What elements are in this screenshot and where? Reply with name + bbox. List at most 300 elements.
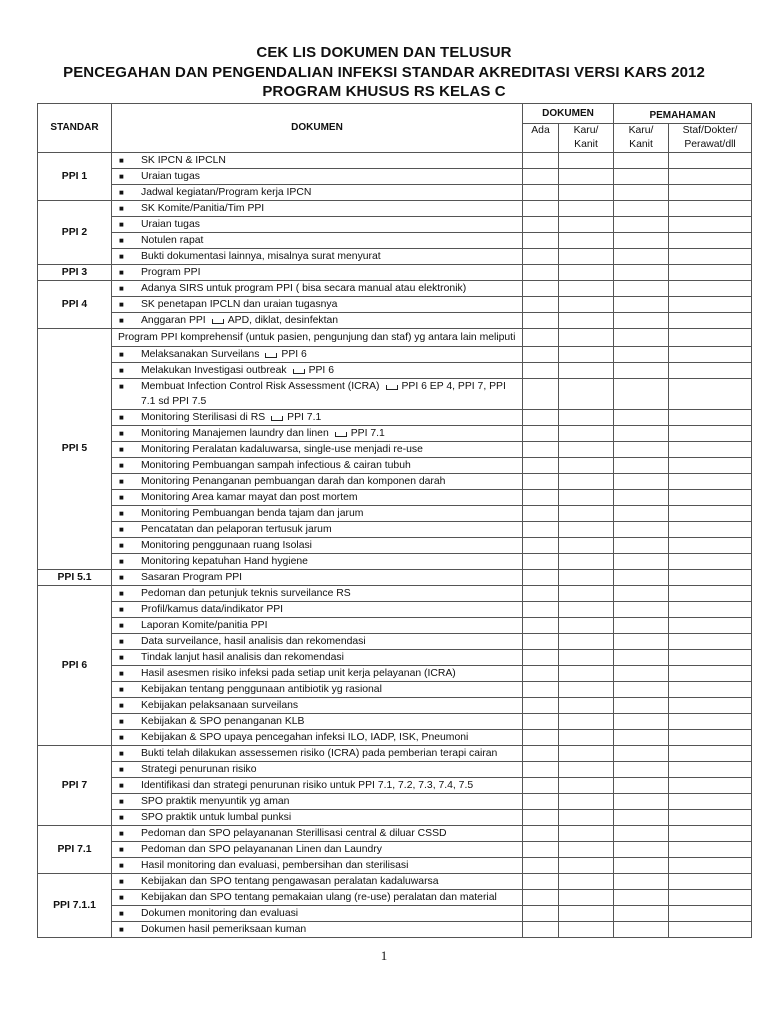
checkbox-pemahaman-karu-kanit[interactable] — [614, 442, 669, 458]
checkbox-pemahaman-karu-kanit[interactable] — [614, 650, 669, 666]
square-bullet-icon: ■ — [119, 813, 124, 822]
checkbox-pemahaman-staf[interactable] — [669, 842, 752, 858]
page-number: 1 — [380, 948, 388, 963]
checkbox-dokumen-karu-kanit[interactable] — [559, 554, 614, 570]
table-row — [38, 347, 752, 363]
document-item — [112, 410, 523, 426]
checkbox-pemahaman-staf[interactable] — [669, 506, 752, 522]
checkbox-dokumen-ada[interactable] — [523, 201, 559, 217]
checkbox-dokumen-ada[interactable] — [523, 363, 559, 379]
table-row — [38, 329, 752, 347]
document-item — [112, 265, 523, 281]
checkbox-pemahaman-karu-kanit[interactable] — [614, 714, 669, 730]
table-row — [38, 153, 752, 169]
checkbox-dokumen-karu-kanit[interactable] — [559, 490, 614, 506]
checkbox-dokumen-karu-kanit[interactable] — [559, 618, 614, 634]
checkbox-dokumen-karu-kanit[interactable] — [559, 153, 614, 169]
checkbox-pemahaman-karu-kanit[interactable] — [614, 826, 669, 842]
document-item — [112, 922, 523, 938]
document-item — [112, 634, 523, 650]
checkbox-dokumen-ada[interactable] — [523, 602, 559, 618]
checkbox-dokumen-karu-kanit[interactable] — [559, 778, 614, 794]
header-dokumen: DOKUMEN — [112, 104, 523, 153]
checkbox-pemahaman-staf[interactable] — [669, 874, 752, 890]
checkbox-pemahaman-karu-kanit[interactable] — [614, 474, 669, 490]
checkbox-dokumen-karu-kanit[interactable] — [559, 810, 614, 826]
checkbox-pemahaman-karu-kanit[interactable] — [614, 265, 669, 281]
checkbox-dokumen-karu-kanit[interactable] — [559, 666, 614, 682]
checkbox-pemahaman-karu-kanit[interactable] — [614, 634, 669, 650]
checkbox-dokumen-ada[interactable] — [523, 842, 559, 858]
checkbox-pemahaman-karu-kanit[interactable] — [614, 538, 669, 554]
checkbox-dokumen-ada[interactable] — [523, 169, 559, 185]
checkbox-dokumen-karu-kanit[interactable] — [559, 347, 614, 363]
checkbox-pemahaman-karu-kanit[interactable] — [614, 778, 669, 794]
item-text: Sasaran Program PPI — [141, 572, 243, 583]
square-bullet-icon: ■ — [119, 749, 124, 758]
table-row — [38, 265, 752, 281]
square-bullet-icon: ■ — [119, 893, 124, 902]
checkbox-dokumen-karu-kanit[interactable] — [559, 249, 614, 265]
document-item — [112, 778, 523, 794]
checkbox-dokumen-ada[interactable] — [523, 474, 559, 490]
checkbox-pemahaman-karu-kanit[interactable] — [614, 618, 669, 634]
square-bullet-icon: ■ — [119, 653, 124, 662]
item-reference: PPI 7.1 — [350, 428, 385, 439]
item-text: Melaksanakan Surveilans — [141, 349, 260, 360]
checkbox-dokumen-karu-kanit[interactable] — [559, 762, 614, 778]
checkbox-dokumen-ada[interactable] — [523, 538, 559, 554]
checkbox-pemahaman-staf[interactable] — [669, 201, 752, 217]
item-text: Monitoring Sterilisasi di RS — [141, 412, 266, 423]
checkbox-dokumen-karu-kanit[interactable] — [559, 474, 614, 490]
checkbox-pemahaman-staf[interactable] — [669, 634, 752, 650]
checkbox-dokumen-ada[interactable] — [523, 634, 559, 650]
document-item — [112, 249, 523, 265]
checkbox-dokumen-karu-kanit[interactable] — [559, 522, 614, 538]
square-bullet-icon: ■ — [119, 573, 124, 582]
item-reference: PPI 6 EP 4, PPI 7, PPI 7.1 sd PPI 7.5 — [141, 381, 506, 407]
checkbox-pemahaman-staf[interactable] — [669, 379, 752, 410]
checkbox-pemahaman-staf[interactable] — [669, 922, 752, 938]
checkbox-dokumen-karu-kanit[interactable] — [559, 329, 614, 347]
checkbox-dokumen-karu-kanit[interactable] — [559, 265, 614, 281]
checkbox-dokumen-ada[interactable] — [523, 442, 559, 458]
checkbox-pemahaman-staf[interactable] — [669, 698, 752, 714]
checkbox-dokumen-ada[interactable] — [523, 522, 559, 538]
checkbox-pemahaman-karu-kanit[interactable] — [614, 281, 669, 297]
arrow-right-icon — [265, 353, 277, 358]
document-item — [112, 906, 523, 922]
document-item — [112, 474, 523, 490]
checkbox-pemahaman-staf[interactable] — [669, 746, 752, 762]
document-item — [112, 618, 523, 634]
checkbox-pemahaman-staf[interactable] — [669, 778, 752, 794]
checkbox-dokumen-ada[interactable] — [523, 922, 559, 938]
checkbox-pemahaman-staf[interactable] — [669, 153, 752, 169]
table-row — [38, 217, 752, 233]
checkbox-dokumen-ada[interactable] — [523, 297, 559, 313]
checkbox-dokumen-ada[interactable] — [523, 313, 559, 329]
checkbox-dokumen-ada[interactable] — [523, 906, 559, 922]
table-row — [38, 570, 752, 586]
checkbox-pemahaman-karu-kanit[interactable] — [614, 506, 669, 522]
table-row — [38, 233, 752, 249]
checkbox-pemahaman-karu-kanit[interactable] — [614, 329, 669, 347]
checkbox-dokumen-karu-kanit[interactable] — [559, 185, 614, 201]
checkbox-pemahaman-karu-kanit[interactable] — [614, 874, 669, 890]
document-item — [112, 810, 523, 826]
checkbox-pemahaman-staf[interactable] — [669, 442, 752, 458]
item-text: Monitoring Pembuangan sampah infectious & cairan tubuh — [141, 460, 411, 471]
square-bullet-icon: ■ — [119, 350, 124, 359]
square-bullet-icon: ■ — [119, 541, 124, 550]
checkbox-dokumen-karu-kanit[interactable] — [559, 826, 614, 842]
checkbox-dokumen-ada[interactable] — [523, 153, 559, 169]
checkbox-pemahaman-staf[interactable] — [669, 363, 752, 379]
checkbox-dokumen-ada[interactable] — [523, 762, 559, 778]
checkbox-pemahaman-staf[interactable] — [669, 906, 752, 922]
item-text: Bukti telah dilakukan assessemen risiko (ICRA) pada pemberian terapi cairan — [141, 748, 498, 759]
document-item — [112, 281, 523, 297]
checkbox-dokumen-ada[interactable] — [523, 249, 559, 265]
checkbox-dokumen-karu-kanit[interactable] — [559, 794, 614, 810]
checkbox-dokumen-karu-kanit[interactable] — [559, 410, 614, 426]
checkbox-pemahaman-karu-kanit[interactable] — [614, 890, 669, 906]
document-item — [112, 490, 523, 506]
checkbox-pemahaman-staf[interactable] — [669, 265, 752, 281]
checkbox-pemahaman-staf[interactable] — [669, 810, 752, 826]
checkbox-pemahaman-staf[interactable] — [669, 762, 752, 778]
checkbox-dokumen-ada[interactable] — [523, 265, 559, 281]
table-row — [38, 249, 752, 265]
checkbox-pemahaman-staf[interactable] — [669, 233, 752, 249]
checkbox-pemahaman-karu-kanit[interactable] — [614, 426, 669, 442]
item-text: Pedoman dan SPO pelayananan Sterillisasi central & diluar CSSD — [141, 828, 447, 839]
checkbox-dokumen-karu-kanit[interactable] — [559, 570, 614, 586]
table-row — [38, 682, 752, 698]
checkbox-dokumen-karu-kanit[interactable] — [559, 233, 614, 249]
checkbox-pemahaman-karu-kanit[interactable] — [614, 842, 669, 858]
checkbox-pemahaman-karu-kanit[interactable] — [614, 490, 669, 506]
document-item — [112, 233, 523, 249]
checkbox-pemahaman-karu-kanit[interactable] — [614, 313, 669, 329]
square-bullet-icon: ■ — [119, 204, 124, 213]
square-bullet-icon: ■ — [119, 366, 124, 375]
checkbox-pemahaman-staf[interactable] — [669, 730, 752, 746]
checkbox-pemahaman-staf[interactable] — [669, 650, 752, 666]
table-row — [38, 442, 752, 458]
checkbox-dokumen-ada[interactable] — [523, 570, 559, 586]
checkbox-pemahaman-karu-kanit[interactable] — [614, 810, 669, 826]
standard-cell: PPI 1 — [38, 153, 112, 201]
checkbox-dokumen-karu-kanit[interactable] — [559, 842, 614, 858]
item-text: Laporan Komite/panitia PPI — [141, 620, 268, 631]
checkbox-dokumen-karu-kanit[interactable] — [559, 714, 614, 730]
checkbox-pemahaman-karu-kanit[interactable] — [614, 201, 669, 217]
table-row — [38, 458, 752, 474]
square-bullet-icon: ■ — [119, 845, 124, 854]
square-bullet-icon: ■ — [119, 781, 124, 790]
document-item — [112, 650, 523, 666]
checkbox-dokumen-ada[interactable] — [523, 281, 559, 297]
checkbox-pemahaman-karu-kanit[interactable] — [614, 297, 669, 313]
checkbox-dokumen-ada[interactable] — [523, 329, 559, 347]
square-bullet-icon: ■ — [119, 252, 124, 261]
checkbox-dokumen-karu-kanit[interactable] — [559, 698, 614, 714]
document-title-line-2: PENCEGAHAN DAN PENGENDALIAN INFEKSI STANDAR AKREDITASI VERSI KARS 2012 — [63, 64, 705, 81]
checkbox-pemahaman-karu-kanit[interactable] — [614, 185, 669, 201]
table-row — [38, 522, 752, 538]
checkbox-dokumen-karu-kanit[interactable] — [559, 538, 614, 554]
checkbox-pemahaman-karu-kanit[interactable] — [614, 922, 669, 938]
checkbox-pemahaman-staf[interactable] — [669, 618, 752, 634]
square-bullet-icon: ■ — [119, 829, 124, 838]
checkbox-pemahaman-staf[interactable] — [669, 474, 752, 490]
checkbox-pemahaman-karu-kanit[interactable] — [614, 698, 669, 714]
square-bullet-icon: ■ — [119, 909, 124, 918]
checkbox-dokumen-ada[interactable] — [523, 185, 559, 201]
checkbox-dokumen-ada[interactable] — [523, 810, 559, 826]
checkbox-pemahaman-karu-kanit[interactable] — [614, 682, 669, 698]
checkbox-pemahaman-karu-kanit[interactable] — [614, 554, 669, 570]
square-bullet-icon: ■ — [119, 861, 124, 870]
checkbox-pemahaman-karu-kanit[interactable] — [614, 233, 669, 249]
document-item — [112, 313, 523, 329]
checkbox-pemahaman-staf[interactable] — [669, 458, 752, 474]
checkbox-dokumen-ada[interactable] — [523, 233, 559, 249]
square-bullet-icon: ■ — [119, 877, 124, 886]
item-text: Pencatatan dan pelaporan tertusuk jarum — [141, 524, 332, 535]
checkbox-pemahaman-staf[interactable] — [669, 297, 752, 313]
checkbox-pemahaman-staf[interactable] — [669, 602, 752, 618]
checkbox-pemahaman-staf[interactable] — [669, 554, 752, 570]
table-row — [38, 922, 752, 938]
table-row — [38, 858, 752, 874]
table-row — [38, 874, 752, 890]
document-item — [112, 874, 523, 890]
checkbox-dokumen-ada[interactable] — [523, 506, 559, 522]
checkbox-pemahaman-karu-kanit[interactable] — [614, 249, 669, 265]
checkbox-dokumen-karu-kanit[interactable] — [559, 313, 614, 329]
checkbox-dokumen-ada[interactable] — [523, 730, 559, 746]
table-row — [38, 506, 752, 522]
checkbox-pemahaman-staf[interactable] — [669, 666, 752, 682]
square-bullet-icon: ■ — [119, 525, 124, 534]
checkbox-pemahaman-karu-kanit[interactable] — [614, 602, 669, 618]
item-text: Kebijakan tentang penggunaan antibiotik yg rasional — [141, 684, 382, 695]
table-row — [38, 618, 752, 634]
checkbox-dokumen-ada[interactable] — [523, 490, 559, 506]
checkbox-pemahaman-karu-kanit[interactable] — [614, 794, 669, 810]
item-text: Monitoring penggunaan ruang Isolasi — [141, 540, 312, 551]
checkbox-dokumen-karu-kanit[interactable] — [559, 281, 614, 297]
checkbox-dokumen-karu-kanit[interactable] — [559, 746, 614, 762]
document-title-line-3: PROGRAM KHUSUS RS KELAS C — [262, 83, 506, 100]
checkbox-dokumen-karu-kanit[interactable] — [559, 890, 614, 906]
checkbox-dokumen-karu-kanit[interactable] — [559, 363, 614, 379]
checkbox-dokumen-karu-kanit[interactable] — [559, 379, 614, 410]
document-item — [112, 379, 523, 410]
checkbox-dokumen-ada[interactable] — [523, 826, 559, 842]
document-item — [112, 570, 523, 586]
checkbox-pemahaman-staf[interactable] — [669, 794, 752, 810]
square-bullet-icon: ■ — [119, 925, 124, 934]
checkbox-pemahaman-karu-kanit[interactable] — [614, 586, 669, 602]
checkbox-dokumen-ada[interactable] — [523, 666, 559, 682]
checkbox-pemahaman-karu-kanit[interactable] — [614, 906, 669, 922]
checkbox-dokumen-karu-kanit[interactable] — [559, 217, 614, 233]
checkbox-dokumen-karu-kanit[interactable] — [559, 458, 614, 474]
document-item — [112, 762, 523, 778]
checkbox-pemahaman-karu-kanit[interactable] — [614, 746, 669, 762]
item-text: Strategi penurunan risiko — [141, 764, 257, 775]
checkbox-pemahaman-staf[interactable] — [669, 249, 752, 265]
checkbox-dokumen-karu-kanit[interactable] — [559, 201, 614, 217]
checkbox-pemahaman-karu-kanit[interactable] — [614, 217, 669, 233]
item-text: Kebijakan pelaksanaan surveilans — [141, 700, 299, 711]
checkbox-dokumen-ada[interactable] — [523, 554, 559, 570]
item-reference: APD, diklat, desinfektan — [227, 315, 339, 326]
checkbox-pemahaman-karu-kanit[interactable] — [614, 347, 669, 363]
square-bullet-icon: ■ — [119, 429, 124, 438]
checkbox-pemahaman-staf[interactable] — [669, 410, 752, 426]
checkbox-dokumen-karu-kanit[interactable] — [559, 858, 614, 874]
checkbox-pemahaman-staf[interactable] — [669, 313, 752, 329]
arrow-right-icon — [386, 385, 398, 390]
checkbox-pemahaman-staf[interactable] — [669, 714, 752, 730]
checkbox-dokumen-ada[interactable] — [523, 794, 559, 810]
document-item — [112, 538, 523, 554]
checkbox-pemahaman-staf[interactable] — [669, 490, 752, 506]
checkbox-pemahaman-karu-kanit[interactable] — [614, 379, 669, 410]
checkbox-dokumen-karu-kanit[interactable] — [559, 297, 614, 313]
checkbox-dokumen-karu-kanit[interactable] — [559, 442, 614, 458]
checkbox-pemahaman-staf[interactable] — [669, 329, 752, 347]
checkbox-dokumen-ada[interactable] — [523, 778, 559, 794]
checkbox-pemahaman-staf[interactable] — [669, 858, 752, 874]
checkbox-dokumen-karu-kanit[interactable] — [559, 922, 614, 938]
standard-cell: PPI 3 — [38, 265, 112, 281]
item-text: Adanya SIRS untuk program PPI ( bisa secara manual atau elektronik) — [141, 283, 467, 294]
checkbox-pemahaman-staf[interactable] — [669, 169, 752, 185]
table-row — [38, 201, 752, 217]
arrow-right-icon — [293, 369, 305, 374]
checkbox-dokumen-karu-kanit[interactable] — [559, 730, 614, 746]
checkbox-dokumen-karu-kanit[interactable] — [559, 506, 614, 522]
square-bullet-icon: ■ — [119, 765, 124, 774]
item-text: Anggaran PPI — [141, 315, 206, 326]
item-text: Monitoring Peralatan kadaluwarsa, single-use menjadi re-use — [141, 444, 423, 455]
checkbox-pemahaman-staf[interactable] — [669, 347, 752, 363]
table-row — [38, 794, 752, 810]
checkbox-pemahaman-staf[interactable] — [669, 826, 752, 842]
checkbox-pemahaman-karu-kanit[interactable] — [614, 363, 669, 379]
checkbox-dokumen-ada[interactable] — [523, 698, 559, 714]
checkbox-dokumen-karu-kanit[interactable] — [559, 169, 614, 185]
checkbox-dokumen-karu-kanit[interactable] — [559, 874, 614, 890]
table-row — [38, 634, 752, 650]
checkbox-dokumen-ada[interactable] — [523, 714, 559, 730]
standard-cell: PPI 6 — [38, 586, 112, 746]
checkbox-dokumen-ada[interactable] — [523, 890, 559, 906]
checkbox-pemahaman-staf[interactable] — [669, 586, 752, 602]
arrow-right-icon — [335, 432, 347, 437]
checkbox-pemahaman-karu-kanit[interactable] — [614, 522, 669, 538]
checkbox-dokumen-ada[interactable] — [523, 874, 559, 890]
checkbox-dokumen-karu-kanit[interactable] — [559, 650, 614, 666]
table-row — [38, 650, 752, 666]
checkbox-dokumen-ada[interactable] — [523, 410, 559, 426]
checkbox-dokumen-ada[interactable] — [523, 379, 559, 410]
table-row — [38, 842, 752, 858]
item-reference: PPI 6 — [281, 349, 307, 360]
checkbox-dokumen-karu-kanit[interactable] — [559, 682, 614, 698]
document-item — [112, 458, 523, 474]
table-row — [38, 698, 752, 714]
table-row — [38, 714, 752, 730]
checkbox-dokumen-ada[interactable] — [523, 650, 559, 666]
checkbox-pemahaman-staf[interactable] — [669, 538, 752, 554]
square-bullet-icon: ■ — [119, 557, 124, 566]
checkbox-pemahaman-staf[interactable] — [669, 570, 752, 586]
checkbox-dokumen-ada[interactable] — [523, 746, 559, 762]
checkbox-pemahaman-staf[interactable] — [669, 522, 752, 538]
checkbox-dokumen-ada[interactable] — [523, 347, 559, 363]
document-item — [112, 698, 523, 714]
checkbox-dokumen-ada[interactable] — [523, 217, 559, 233]
table-row — [38, 474, 752, 490]
checkbox-dokumen-ada[interactable] — [523, 682, 559, 698]
checkbox-dokumen-karu-kanit[interactable] — [559, 586, 614, 602]
checkbox-dokumen-ada[interactable] — [523, 426, 559, 442]
checkbox-dokumen-karu-kanit[interactable] — [559, 602, 614, 618]
checkbox-pemahaman-karu-kanit[interactable] — [614, 458, 669, 474]
checkbox-pemahaman-staf[interactable] — [669, 217, 752, 233]
checkbox-pemahaman-karu-kanit[interactable] — [614, 858, 669, 874]
checkbox-pemahaman-karu-kanit[interactable] — [614, 762, 669, 778]
document-item — [112, 746, 523, 762]
document-item — [112, 201, 523, 217]
item-text: Hasil asesmen risiko infeksi pada setiap unit kerja pelayanan (ICRA) — [141, 668, 456, 679]
checkbox-pemahaman-karu-kanit[interactable] — [614, 570, 669, 586]
checkbox-pemahaman-staf[interactable] — [669, 426, 752, 442]
table-row — [38, 490, 752, 506]
checkbox-dokumen-ada[interactable] — [523, 458, 559, 474]
checkbox-pemahaman-karu-kanit[interactable] — [614, 666, 669, 682]
checkbox-dokumen-ada[interactable] — [523, 586, 559, 602]
document-item — [112, 297, 523, 313]
checkbox-dokumen-karu-kanit[interactable] — [559, 426, 614, 442]
document-item — [112, 794, 523, 810]
checkbox-pemahaman-karu-kanit[interactable] — [614, 169, 669, 185]
checkbox-dokumen-ada[interactable] — [523, 858, 559, 874]
checkbox-pemahaman-karu-kanit[interactable] — [614, 410, 669, 426]
table-row — [38, 313, 752, 329]
square-bullet-icon: ■ — [119, 493, 124, 502]
checkbox-pemahaman-karu-kanit[interactable] — [614, 730, 669, 746]
checkbox-pemahaman-staf[interactable] — [669, 890, 752, 906]
checkbox-dokumen-ada[interactable] — [523, 618, 559, 634]
checkbox-dokumen-karu-kanit[interactable] — [559, 634, 614, 650]
checkbox-pemahaman-karu-kanit[interactable] — [614, 153, 669, 169]
checkbox-pemahaman-staf[interactable] — [669, 281, 752, 297]
item-text: Kebijakan dan SPO tentang pemakaian ulang (re-use) peralatan dan material — [141, 892, 497, 903]
checkbox-pemahaman-staf[interactable] — [669, 185, 752, 201]
table-row — [38, 890, 752, 906]
checkbox-dokumen-karu-kanit[interactable] — [559, 906, 614, 922]
checkbox-pemahaman-staf[interactable] — [669, 682, 752, 698]
